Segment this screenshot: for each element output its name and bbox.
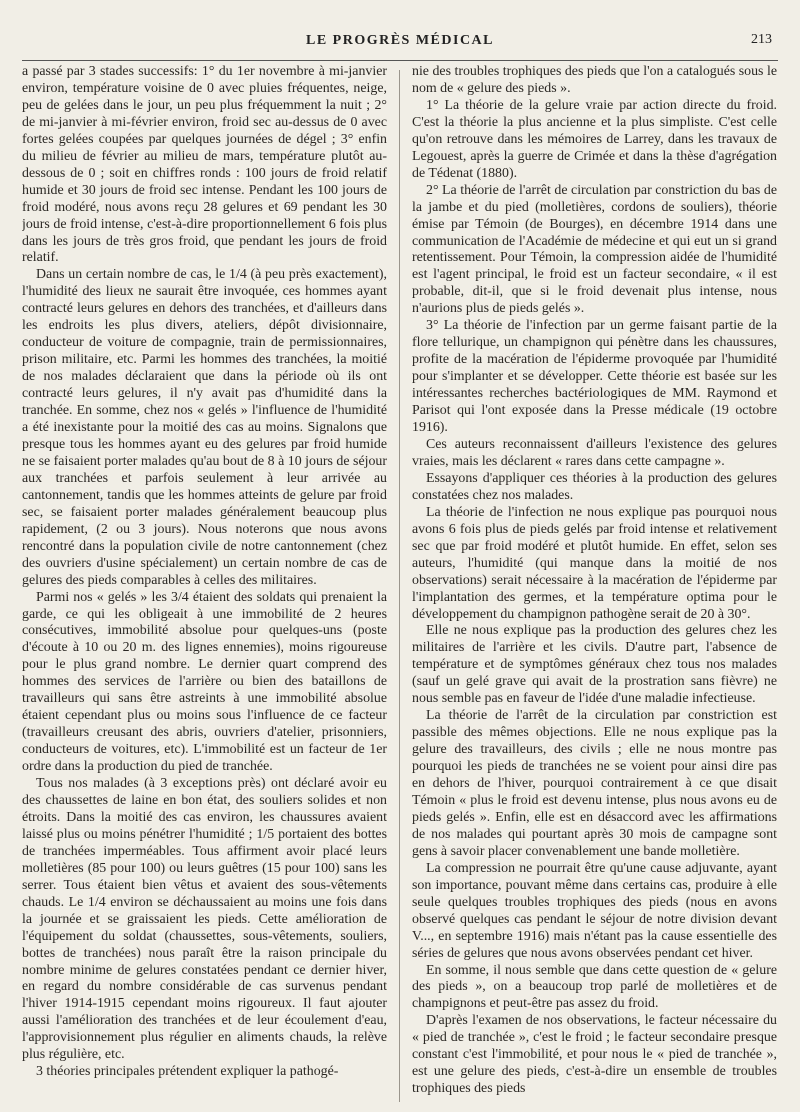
paragraph: nie des troubles trophiques des pieds que l'on a catalogués sous le nom de « gelure des pieds ». bbox=[412, 64, 777, 96]
running-header bbox=[22, 28, 778, 54]
paragraph: Ces auteurs reconnaissent d'ailleurs l'existence des gelures vraies, mais les déclarent « rares dans cette campagne ». bbox=[412, 436, 777, 469]
paragraph: 3 théories principales prétendent expliquer la pathogé- bbox=[36, 1064, 339, 1080]
paragraph: La compression ne pourrait être qu'une cause adjuvante, ayant son importance, pouvant même dans certains cas, produire à elle seule quelques troubles trophiques des pieds (nous en avons observé quelques cas pendant le séjour de notre division devant V..., en septembre 1916) mais n'étant pas la cause essentielle des séries de gelures que nous avons observées pendant cet hiver. bbox=[412, 860, 777, 961]
paragraph: Essayons d'appliquer ces théories à la production des gelures constatées chez nos malades. bbox=[412, 470, 777, 503]
header-rule bbox=[22, 60, 778, 61]
page-number: 213 bbox=[751, 32, 772, 47]
paragraph: a passé par 3 stades successifs: 1° du 1er novembre à mi-janvier environ, température voisine de 0 avec pluies fréquentes, neige, peu de gelées dans le jour, un peu plus fréquemment la nuit ; 2° de mi-janvier à mi-février environ, froid sec au-dessus de 0 avec fortes gelées coupées par quelques journées de dégel ; 3° enfin du milieu de février au milieu de mars, température plutôt au-dessous de 0 ; soit en chiffres ronds : 100 jours de froid relatif humide et 30 jours de froid sec intense. Pendant les 100 jours de froid modéré, nous avons reçu 28 gelures et 69 pendant les 30 jours de froid intense, c'est-à-dire proportionnellement 6 fois plus dans les jours de très gros froid, que pendant les jours de froid relatif. bbox=[22, 64, 387, 266]
paragraph: En somme, il nous semble que dans cette question de « gelure des pieds », on a beaucoup trop parlé de molletières et de champignons et peut-être pas assez du froid. bbox=[412, 962, 777, 1012]
paragraph: 1° La théorie de la gelure vraie par action directe du froid. C'est la théorie la plus ancienne et la plus simpliste. C'est celle qu'on retrouve dans les mémoires de Larrey, dans les travaux de Legouest, après la guerre de Crimée et dans la thèse d'agrégation de Tédenat (1880). bbox=[412, 97, 777, 181]
paragraph: La théorie de l'infection ne nous explique pas pourquoi nous avons 6 fois plus de pieds gelés par froid intense et relativement sec que par froid modéré et plutôt humide. En effet, selon ses auteurs, l'humidité (qui manque dans la moitié de nos observations) serait nécessaire à la macération de l'épiderme par l'implantation des germes, et la température optima pour le développement du champignon pathogène serait de 20 à 30°. bbox=[412, 504, 777, 622]
paragraph: Parmi nos « gelés » les 3/4 étaient des soldats qui prenaient la garde, ce qui les obligeait à une immobilité de 2 heures consécutives, immobilité absolue pour quelques-uns (poste d'écoute à 10 ou 20 m. des lignes ennemies), moins rigoureuse pour le plus grand nombre. Le dernier quart comprend des hommes des services de l'arrière ou bien des bataillons de travailleurs qui sans être astreints à une immobilité absolue étaient cependant plus ou moins sous l'influence de ce facteur (travailleurs creusant des abris, ouvriers d'atelier, prisonniers, conducteurs de voitures, etc). L'immobilité est un facteur de 1er ordre dans la production du pied de tranchée. bbox=[22, 589, 387, 775]
paragraph: D'après l'examen de nos observations, le facteur nécessaire du « pied de tranchée », c'est le froid ; le facteur secondaire presque constant c'est l'immobilité, et pour nous le « pied de tranchée », est une gelure des pieds, c'est-à-dire un ensemble de troubles trophiques des pieds bbox=[412, 1013, 777, 1097]
paragraph: Elle ne nous explique pas la production des gelures chez les militaires de l'arrière et les civils. D'autre part, l'absence de température et de symptômes généraux chez tous nos malades (sauf un gelé grave qui avait de la prostration sans fièvre) ne nous semble pas en faveur de l'idée d'une maladie infectieuse. bbox=[412, 623, 777, 707]
right-column bbox=[412, 64, 777, 1108]
journal-title: LE PROGRÈS MÉDICAL bbox=[305, 33, 495, 48]
paragraph: 3° La théorie de l'infection par un germe faisant partie de la flore tellurique, un champignon qui pénètre dans les chaussures, profite de la macération de l'épiderme provoquée par l'humidité pour s'implanter et se développer. Cette théorie est basée sur les intéressantes recherches bactériologiques de MM. Raymond et Parisot qui l'ont exposée dans la Presse médicale (19 octobre 1916). bbox=[412, 318, 777, 436]
paragraph: Tous nos malades (à 3 exceptions près) ont déclaré avoir eu des chaussettes de laine en bon état, des souliers solides et non étroits. Dans la moitié des cas environ, les chaussures avaient laissé plus ou moins pénétrer l'humidité ; 1/5 portaient des bottes de tranchées imperméables. Tous affirment avoir placé leurs molletières (85 pour 100) ou leurs guêtres (15 pour 100) sans les serrer. Tous étaient bien vêtus et avaient des sous-vêtements chauds. Le 1/4 environ se déchaussaient au moins une fois dans la journée et se graissaient les pieds. Cette amélioration de l'équipement du soldat (chaussettes, sous-vêtements, souliers, bottes de tranchées) nous paraît être la raison principale du nombre minime de gelures constatées pendant ce dernier hiver, en regard du nombre considérable de cas survenus pendant l'hiver 1914-1915 cependant moins rigoureux. Il faut ajouter aussi l'amélioration des tranchées et de leur écoulement d'eau, l'approvisionnement plus régulier en aliments chauds, la relève plus régulière, etc. bbox=[22, 776, 387, 1063]
paragraph: Dans un certain nombre de cas, le 1/4 (à peu près exactement), l'humidité des lieux ne saurait être invoquée, ces hommes ayant contracté leurs gelures en dehors des tranchées, et d'ailleurs dans les endroits les plus divers, ateliers, dépôt divisionnaire, conducteur de voiture de compagnie, train de permissionnaires, prison militaire, etc. Parmi les hommes des tranchées, la moitié de nos malades déclaraient que dans la période où ils ont contracté leurs gelures, il n'y avait pas d'humidité dans la tranchée. En somme, chez nos « gelés » l'influence de l'humidité a été inexistante pour la moitié des cas au moins. Signalons que presque tous les hommes ayant eu des gelures par froid humide ne se faisaient porter malades qu'au bout de 8 à 10 jours de séjour aux tranchées et parfois seulement à leur arrivée au cantonnement, tandis que les hommes atteints de gelure par froid sec, se faisaient porter malades généralement beaucoup plus rapidement, (2 ou 3 jours). Nous noterons que nous avons rencontré dans la population civile de notre cantonnement (chez des ouvriers d'usine spécialement) un certain nombre de cas de gelures des pieds comparables à celles des militaires. bbox=[22, 267, 387, 588]
left-column bbox=[22, 64, 387, 1108]
paragraph: 2° La théorie de l'arrêt de circulation par constriction du bas de la jambe et du pied (molletières, cordons de souliers), théorie émise par Témoin (de Bourges), en décembre 1914 dans une communication de l'Académie de médecine et qui eut un si grand retentissement. Pour Témoin, la compression aidée de l'humidité est l'agent principal, le froid est un facteur secondaire, « il est probable, dit-il, que si le froid devenait plus intense, nous n'aurions plus de pieds gelés ». bbox=[412, 182, 777, 317]
column-divider bbox=[399, 70, 400, 1102]
paragraph: La théorie de l'arrêt de la circulation par constriction est passible des mêmes objections. Elle ne nous explique pas la gelure des travailleurs, des civils ; elle ne nous montre pas pourquoi les pieds de tranchées ne se voient pour ainsi dire pas en dehors de l'hiver, pourquoi contrairement à ce que disait Témoin « plus le froid est devenu intense, plus nous avons eu de pieds gelés ». Enfin, elle est en désaccord avec les affirmations de nos malades qui pourtant après 30 mois de campagne sont gens à savoir placer convenablement une bande molletière. bbox=[412, 708, 777, 859]
